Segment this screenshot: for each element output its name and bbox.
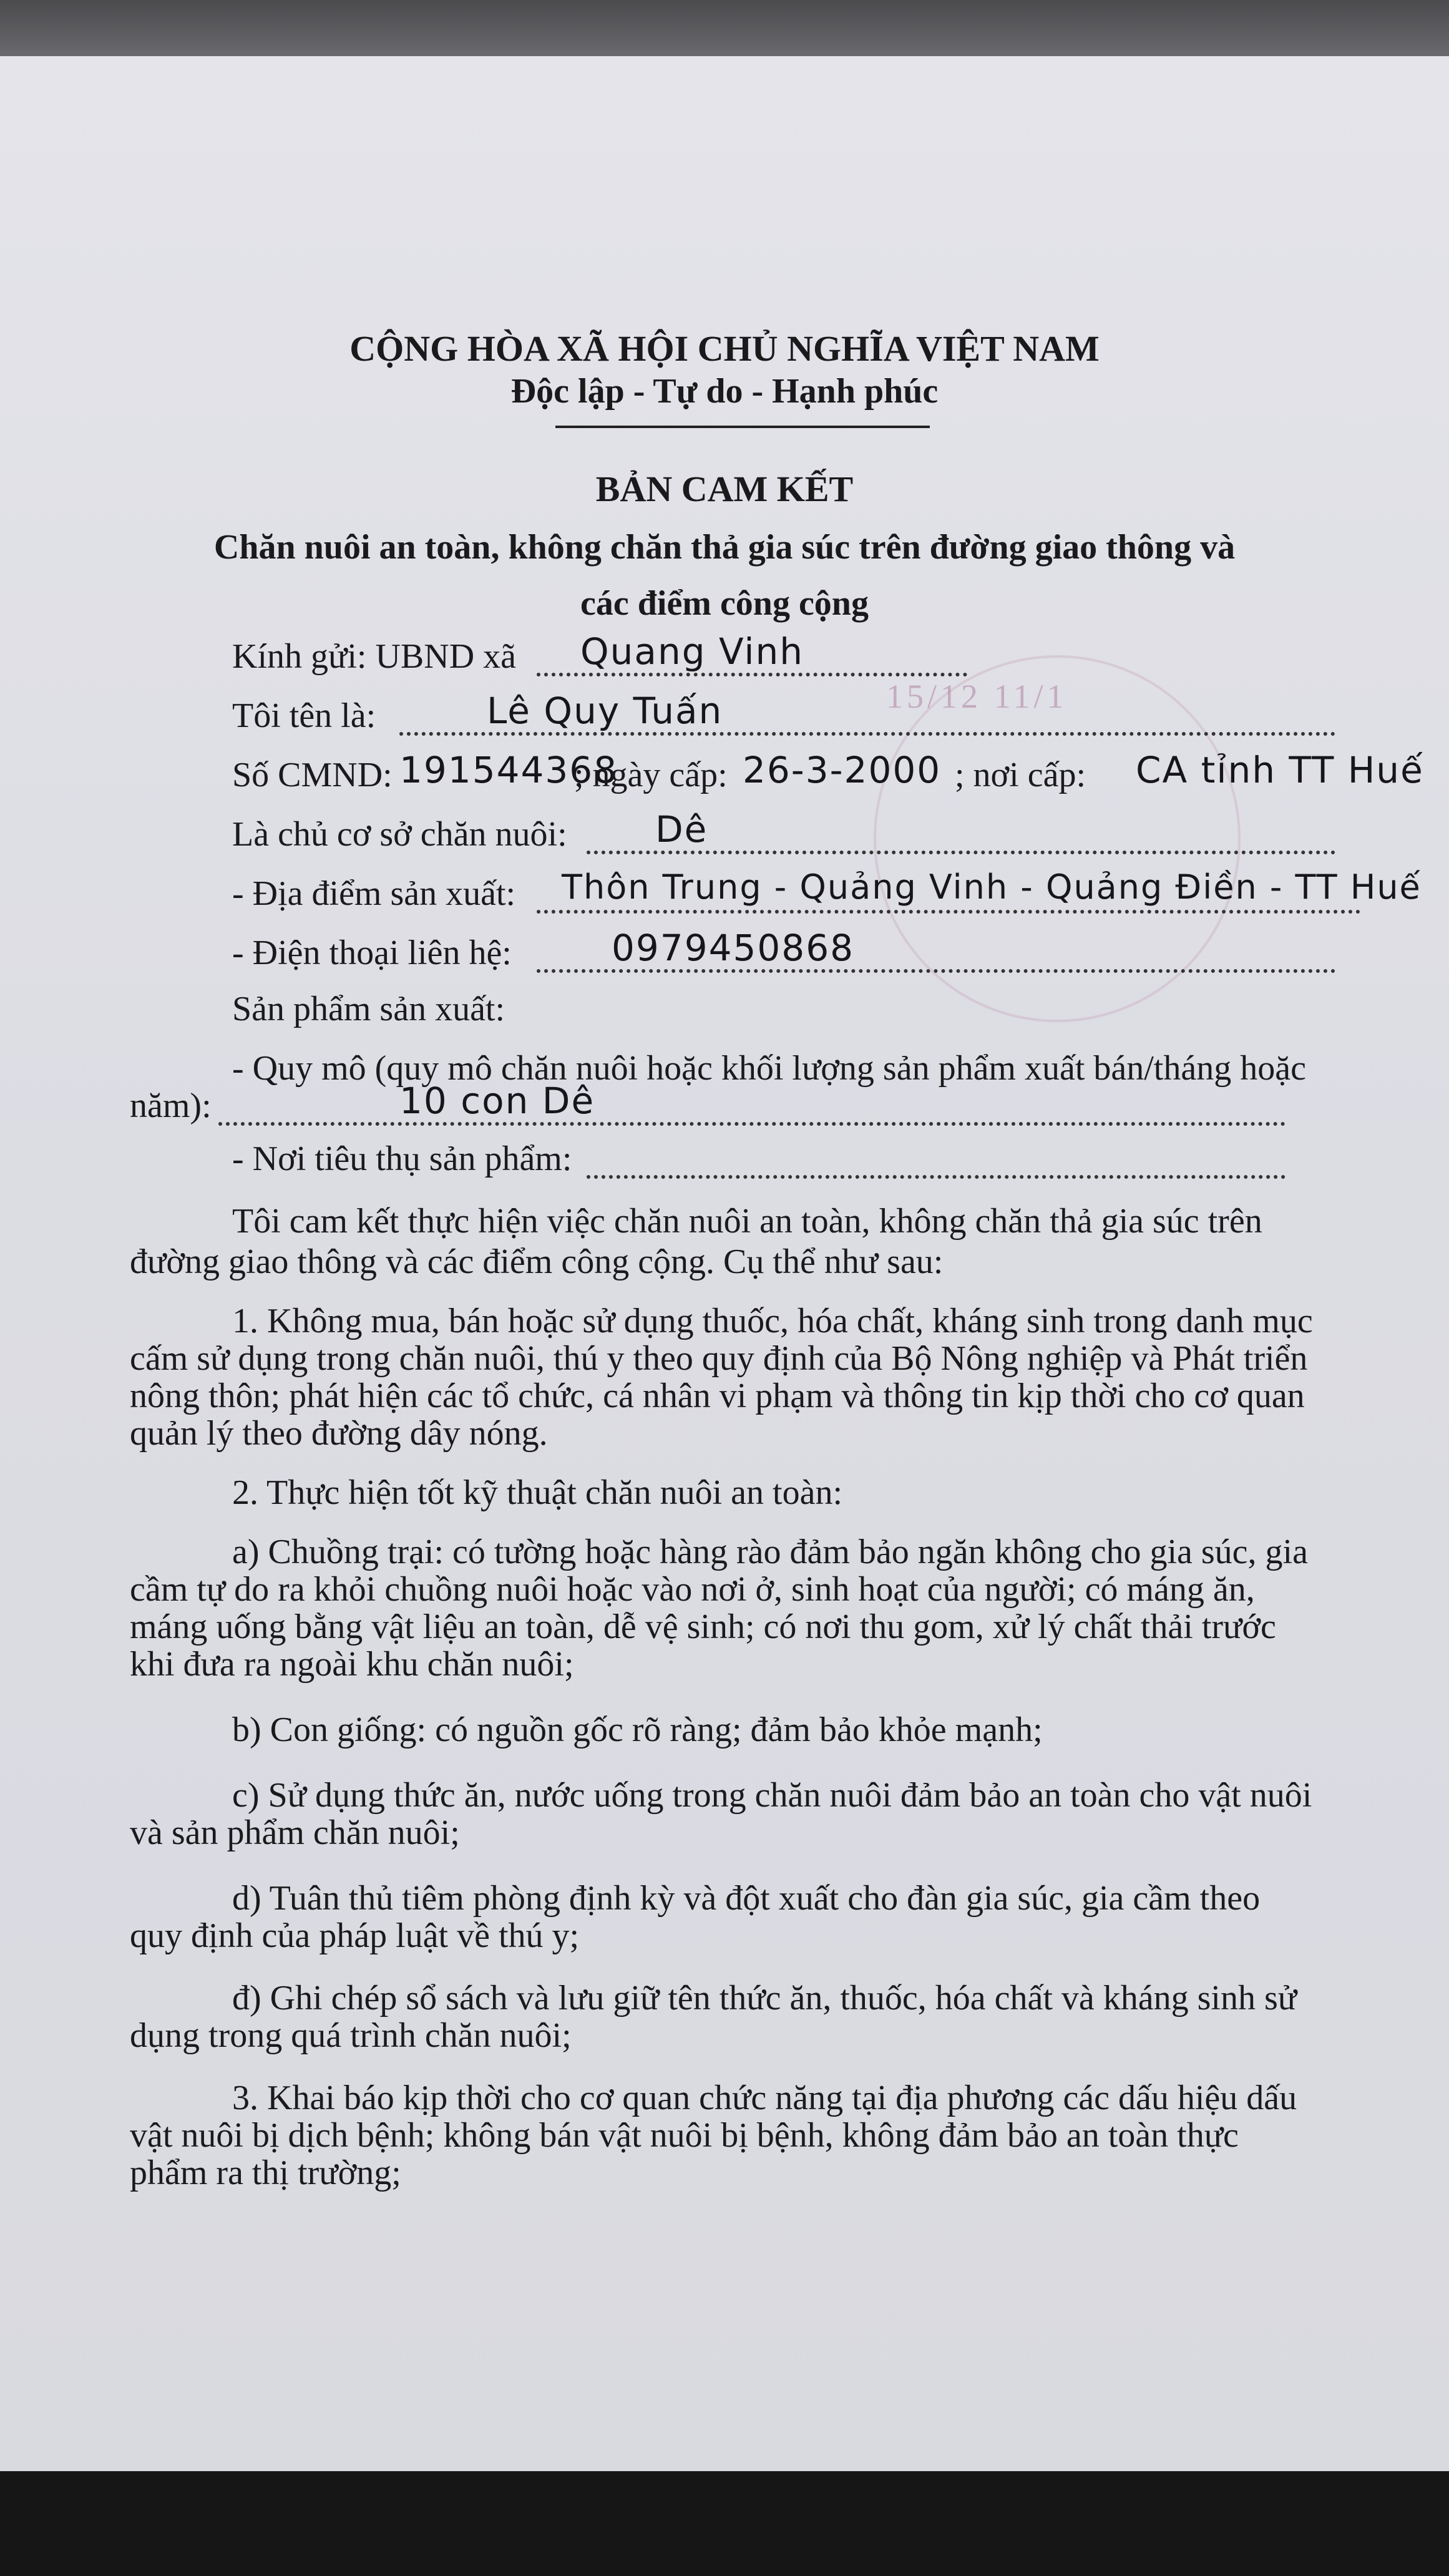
item2-heading: 2. Thực hiện tốt kỹ thuật chăn nuôi an toàn: [232, 1473, 843, 1512]
id-number-label: Số CMND: [232, 756, 393, 794]
farm-owner-label: Là chủ cơ sở chăn nuôi: [232, 815, 567, 854]
name-field-dots [399, 732, 1335, 736]
item1-line-1: 1. Không mua, bán hoặc sử dụng thuốc, hóa chất, kháng sinh trong danh mục [232, 1302, 1313, 1340]
item2a-line-2: cầm tự do ra khỏi chuồng nuôi hoặc vào nơi ở, sinh hoạt của người; có máng ăn, [130, 1570, 1255, 1609]
issue-date-label: ; ngày cấp: [574, 756, 728, 794]
intro-line-1: Tôi cam kết thực hiện việc chăn nuôi an toàn, không chăn thả gia súc trên [232, 1202, 1262, 1241]
item2d-line-2: quy định của pháp luật về thú y; [130, 1916, 580, 1955]
location-label: - Địa điểm sản xuất: [232, 874, 516, 913]
scale-value: 10 con Dê [399, 1080, 595, 1122]
recipient-field-dots [537, 673, 967, 676]
consumption-label: - Nơi tiêu thụ sản phẩm: [232, 1139, 572, 1178]
id-number-value: 191544368 [399, 749, 618, 791]
item2b-line: b) Con giống: có nguồn gốc rõ ràng; đảm bảo khỏe mạnh; [232, 1710, 1043, 1749]
issue-place-label: ; nơi cấp: [955, 756, 1086, 794]
products-label: Sản phẩm sản xuất: [232, 990, 505, 1028]
scale-field-dots [218, 1122, 1286, 1126]
document-subtitle-2: các điểm công cộng [580, 584, 869, 623]
item1-line-4: quản lý theo đường dây nóng. [130, 1414, 548, 1453]
phone-label: - Điện thoại liên hệ: [232, 934, 512, 972]
item1-line-2: cấm sử dụng trong chăn nuôi, thú y theo quy định của Bộ Nông nghiệp và Phát triển [130, 1339, 1308, 1378]
document-subtitle-1: Chăn nuôi an toàn, không chăn thả gia súc trên đường giao thông và [213, 528, 1236, 567]
item2a-line-3: máng uống bằng vật liệu an toàn, dễ vệ sinh; có nơi thu gom, xử lý chất thải trước [130, 1608, 1276, 1646]
item3-line-3: phẩm ra thị trường; [130, 2154, 401, 2192]
location-field-dots [537, 910, 1360, 914]
consumption-field-dots [587, 1175, 1286, 1179]
name-label: Tôi tên là: [232, 696, 376, 735]
scale-label-2: năm): [130, 1086, 212, 1125]
location-value: Thôn Trung - Quảng Vinh - Quảng Điền - TT Huế [562, 867, 1422, 907]
item2dd-line-2: dụng trong quá trình chăn nuôi; [130, 2016, 572, 2055]
item3-line-1: 3. Khai báo kịp thời cho cơ quan chức năng tại địa phương các dấu hiệu dấu [232, 2079, 1297, 2117]
document-title: BẢN CAM KẾT [595, 469, 854, 509]
motto-heading: Độc lập - Tự do - Hạnh phúc [510, 372, 939, 411]
phone-field-dots [537, 969, 1335, 973]
phone-value: 0979450868 [612, 927, 855, 969]
recipient-value: Quang Vinh [580, 630, 804, 673]
item1-line-3: nông thôn; phát hiện các tổ chức, cá nhân vi phạm và thông tin kịp thời cho cơ quan [130, 1377, 1305, 1415]
background-top [0, 0, 1449, 56]
item2a-line-1: a) Chuồng trại: có tường hoặc hàng rào đảm bảo ngăn không cho gia súc, gia [232, 1533, 1308, 1571]
issue-place-value: CA tỉnh TT Huế [1136, 749, 1424, 791]
farm-owner-field-dots [587, 851, 1335, 854]
item2d-line-1: d) Tuân thủ tiêm phòng định kỳ và đột xuất cho đàn gia súc, gia cầm theo [232, 1879, 1261, 1918]
country-heading: CỘNG HÒA XÃ HỘI CHỦ NGHĨA VIỆT NAM [349, 328, 1100, 369]
farm-owner-value: Dê [655, 808, 708, 851]
heading-underline [555, 426, 930, 428]
item2a-line-4: khi đưa ra ngoài khu chăn nuôi; [130, 1645, 574, 1684]
issue-date-value: 26-3-2000 [743, 749, 942, 791]
recipient-label: Kính gửi: UBND xã [232, 637, 516, 676]
item2c-line-2: và sản phẩm chăn nuôi; [130, 1813, 460, 1852]
item3-line-2: vật nuôi bị dịch bệnh; không bán vật nuôi bị bệnh, không đảm bảo an toàn thực [130, 2116, 1239, 2155]
stamp-text: 15/12 11/1 [886, 678, 1068, 715]
background-bottom [0, 2471, 1449, 2576]
item2c-line-1: c) Sử dụng thức ăn, nước uống trong chăn nuôi đảm bảo an toàn cho vật nuôi [232, 1776, 1312, 1815]
scale-label-1: - Quy mô (quy mô chăn nuôi hoặc khối lượng sản phẩm xuất bán/tháng hoặc [232, 1049, 1306, 1088]
intro-line-2: đường giao thông và các điểm công cộng. Cụ thể như sau: [130, 1242, 944, 1281]
item2dd-line-1: đ) Ghi chép sổ sách và lưu giữ tên thức ăn, thuốc, hóa chất và kháng sinh sử [232, 1979, 1297, 2017]
name-value: Lê Quy Tuấn [487, 690, 723, 732]
